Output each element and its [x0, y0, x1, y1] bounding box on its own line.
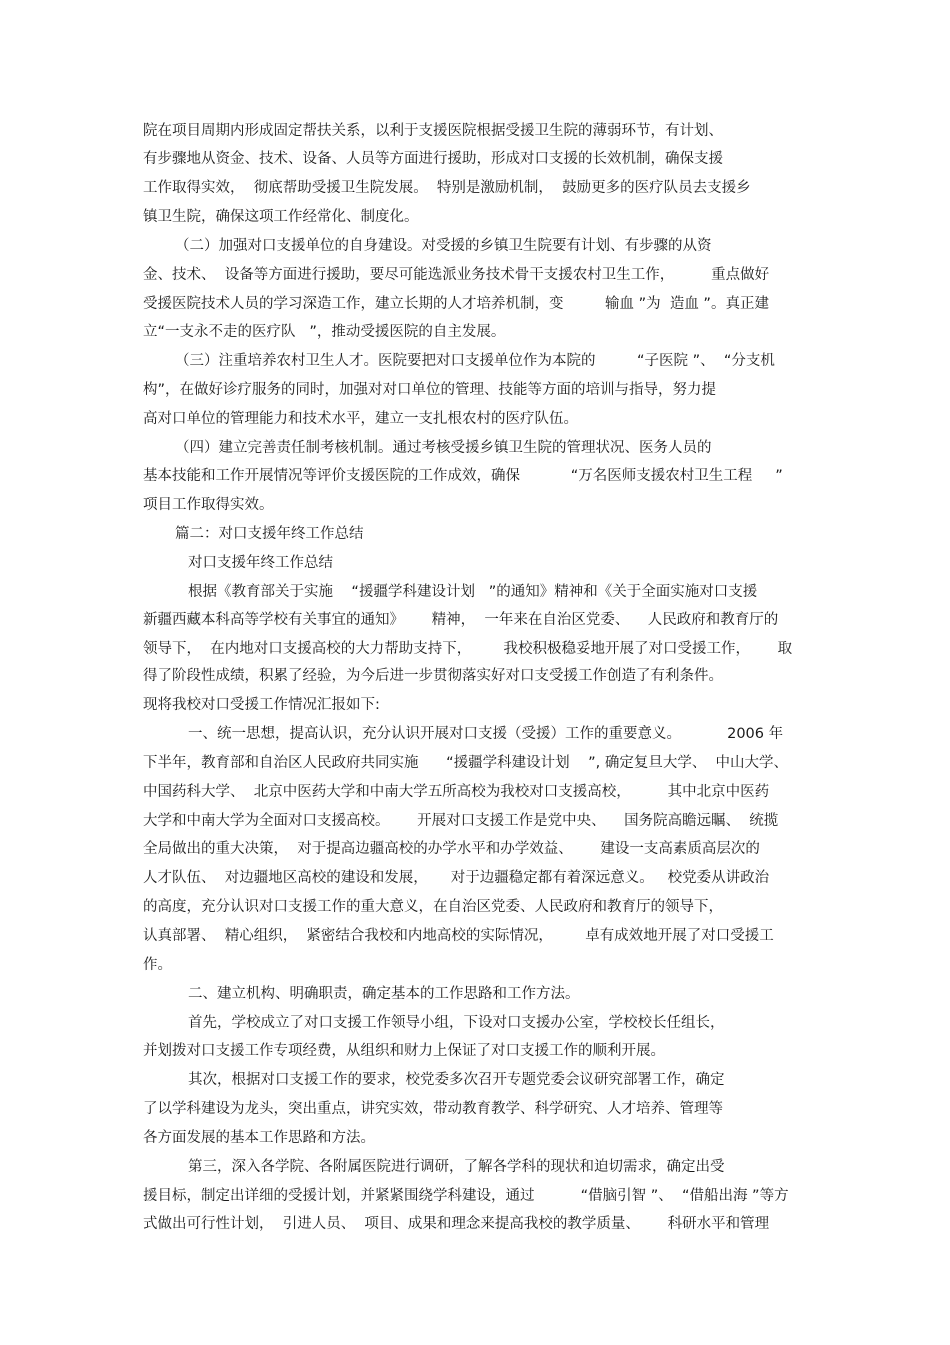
- text-line: 高对口单位的管理能力和技术水平，建立一支扎根农村的医疗队伍。: [143, 411, 578, 427]
- text-line: 基本技能和工作开展情况等评价支援医院的工作成效，确保 “万名医师支援农村卫生工程 ”: [143, 468, 783, 484]
- text-line: 镇卫生院，确保这项工作经常化、制度化。: [143, 209, 419, 225]
- section-heading: 二、建立机构、明确职责，确定基本的工作思路和工作方法。: [188, 986, 580, 1002]
- text-line: 下半年，教育部和自治区人民政府共同实施 “援疆学科建设计划 ”, 确定复旦大学、 中山大学、: [143, 755, 789, 771]
- text-line: 首先，学校成立了对口支援工作领导小组，下设对口支援办公室，学校校长任组长，: [188, 1015, 725, 1031]
- text-line: 全局做出的重大决策， 对于提高边疆高校的办学水平和办学效益、 建设一支高素质高层次的: [143, 841, 760, 857]
- text-line: 人才队伍、 对边疆地区高校的建设和发展， 对于边疆稳定都有着深远意义。 校党委从讲政治: [143, 870, 770, 886]
- text-line: 项目工作取得实效。: [143, 497, 274, 513]
- text-line: （二）加强对口支援单位的自身建设。对受援的乡镇卫生院要有计划、有步骤的从资: [175, 238, 712, 254]
- text-line: 工作取得实效， 彻底帮助受援卫生院发展。 特别是激励机制， 鼓励更多的医疗队员去支援乡: [143, 180, 751, 196]
- text-line: 并划拨对口支援工作专项经费，从组织和财力上保证了对口支援工作的顺利开展。: [143, 1043, 665, 1059]
- text-line: 院在项目周期内形成固定帮扶关系，以利于支援医院根据受援卫生院的薄弱环节，有计划、: [143, 123, 723, 139]
- text-line: 各方面发展的基本工作思路和方法。: [143, 1130, 375, 1146]
- text-line: 第三，深入各学院、各附属医院进行调研，了解各学科的现状和迫切需求，确定出受: [188, 1159, 725, 1175]
- text-line: 立“一支永不走的医疗队 ”，推动受援医院的自主发展。: [143, 324, 506, 340]
- text-line: （三）注重培养农村卫生人才。医院要把对口支援单位作为本院的 “子医院 ”、 “分支机: [175, 353, 775, 369]
- text-line: 作。: [143, 957, 172, 973]
- text-line: （四）建立完善责任制考核机制。通过考核受援乡镇卫生院的管理状况、医务人员的: [175, 440, 712, 456]
- section-heading: 篇二：对口支援年终工作总结: [175, 526, 364, 542]
- text-line: 现将我校对口受援工作情况汇报如下:: [143, 697, 380, 713]
- text-line: 中国药科大学、 北京中医药大学和中南大学五所高校为我校对口支援高校， 其中北京中医药: [143, 784, 770, 800]
- text-line: 援目标，制定出详细的受援计划，并紧紧围绕学科建设，通过 “借脑引智 ”、 “借船出海 ”等方: [143, 1188, 789, 1204]
- text-line: 式做出可行性计划， 引进人员、 项目、成果和理念来提高我校的教学质量、 科研水平和管理: [143, 1216, 770, 1232]
- text-line: 新疆西藏本科高等学校有关事宜的通知》 精神， 一年来在自治区党委、 人民政府和教育厅的: [143, 612, 779, 628]
- text-line: 有步骤地从资金、技术、设备、人员等方面进行援助，形成对口支援的长效机制，确保支援: [143, 151, 723, 167]
- text-line: 受援医院技术人员的学习深造工作，建立长期的人才培养机制，变 输血 ”为 造血 ”。真正建: [143, 296, 769, 312]
- text-line: 其次，根据对口支援工作的要求，校党委多次召开专题党委会议研究部署工作，确定: [188, 1072, 725, 1088]
- text-line: 了以学科建设为龙头，突出重点，讲究实效，带动教育教学、科学研究、人才培养、管理等: [143, 1101, 723, 1117]
- text-line: 得了阶段性成绩，积累了经验，为今后进一步贯彻落实好对口支受援工作创造了有利条件。: [143, 668, 723, 684]
- text-line: 金、技术、 设备等方面进行援助，要尽可能选派业务技术骨干支援农村卫生工作， 重点做好: [143, 267, 770, 283]
- text-line: 根据《教育部关于实施 “援疆学科建设计划 ”的通知》精神和《关于全面实施对口支援: [188, 584, 758, 600]
- text-line: 的高度，充分认识对口支援工作的重大意义，在自治区党委、人民政府和教育厅的领导下，: [143, 899, 723, 915]
- text-line: 领导下， 在内地对口支援高校的大力帮助支持下， 我校积极稳妥地开展了对口受援工作， 取: [143, 641, 793, 657]
- text-line: 一、统一思想，提高认识，充分认识开展对口支援（受援）工作的重要意义。 2006 年: [188, 726, 784, 742]
- text-line: 认真部署、 精心组织， 紧密结合我校和内地高校的实际情况， 卓有成效地开展了对口受援工: [143, 928, 774, 944]
- document-title: 对口支援年终工作总结: [188, 555, 333, 571]
- text-line: 大学和中南大学为全面对口支援高校。 开展对口支援工作是党中央、 国务院高瞻远瞩、 统揽: [143, 813, 779, 829]
- text-line: 构”，在做好诊疗服务的同时，加强对对口单位的管理、技能等方面的培训与指导，努力提: [143, 382, 717, 398]
